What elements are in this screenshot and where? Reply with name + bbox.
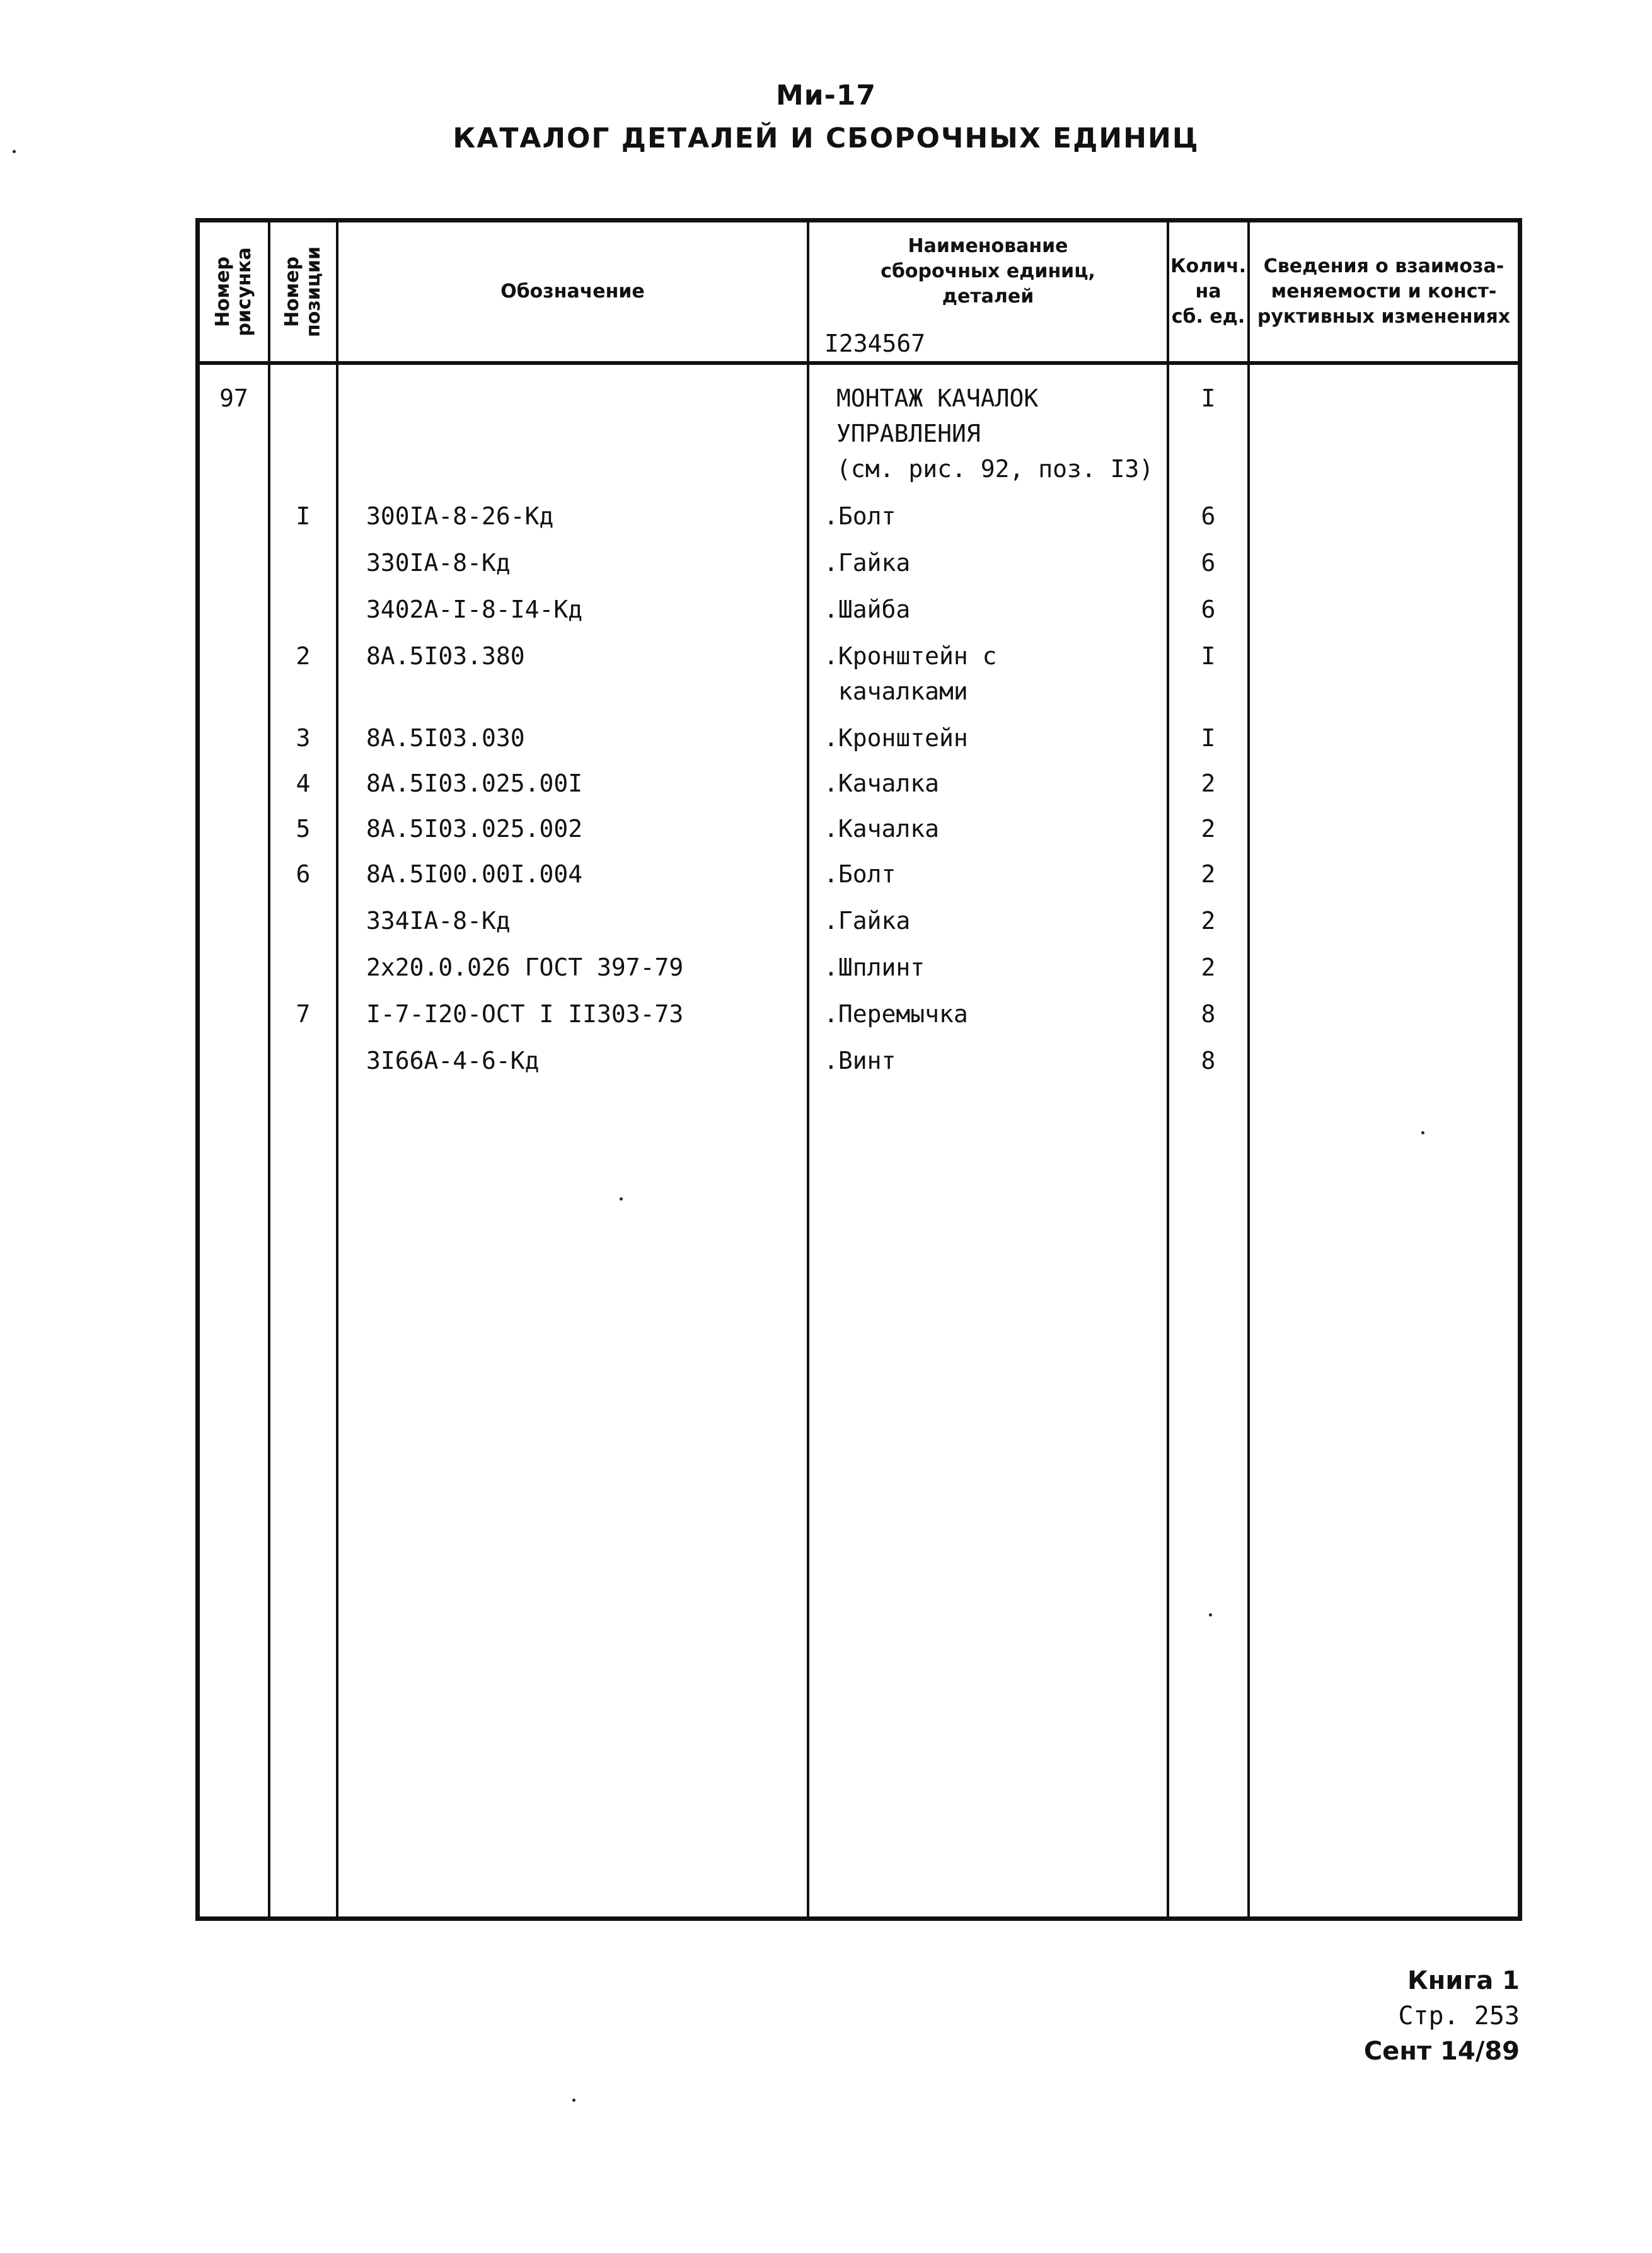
row-quantity: 2 bbox=[1201, 815, 1216, 843]
row-quantity: 2 bbox=[1201, 769, 1216, 797]
row-name: .Гайка bbox=[824, 907, 911, 935]
row-designation: 8A.5I03.025.00I bbox=[366, 769, 583, 797]
header-name-label: Наименование сборочных единиц, деталей bbox=[881, 235, 1095, 308]
row-name: .Шайба bbox=[824, 596, 911, 623]
header-position-number bbox=[270, 222, 336, 361]
row-position: I bbox=[296, 502, 311, 530]
column-divider bbox=[807, 222, 809, 1916]
row-name: .Качалка bbox=[824, 815, 940, 843]
row-designation: 334IA-8-Кд bbox=[366, 907, 511, 935]
header-quantity bbox=[1169, 222, 1247, 361]
row-quantity: 6 bbox=[1201, 596, 1216, 623]
row-quantity: 2 bbox=[1201, 907, 1216, 935]
row-position: 4 bbox=[296, 769, 311, 797]
footer-page: Стр. 253 bbox=[1398, 2002, 1520, 2031]
row-name: .Винт bbox=[824, 1047, 896, 1075]
row-figure: 97 bbox=[219, 384, 248, 412]
header-designation-label: Обозначение bbox=[500, 280, 645, 303]
row-name: .Перемычка bbox=[824, 1000, 968, 1028]
header-divider bbox=[200, 361, 1518, 365]
page-footer bbox=[1364, 1963, 1520, 2069]
row-quantity: 8 bbox=[1201, 1000, 1216, 1028]
document-subtitle: КАТАЛОГ ДЕТАЛЕЙ И СБОРОЧНЫХ ЕДИНИЦ bbox=[453, 122, 1199, 154]
header-name-code: I234567 bbox=[824, 330, 926, 357]
row-position: 6 bbox=[296, 860, 311, 888]
column-divider bbox=[336, 222, 338, 1916]
row-quantity: 6 bbox=[1201, 502, 1216, 530]
header-figure-number-label: Номер рисунка bbox=[212, 247, 255, 337]
scan-speck bbox=[13, 150, 16, 153]
row-designation: 3I66A-4-6-Кд bbox=[366, 1047, 540, 1075]
header-name bbox=[809, 222, 1167, 361]
header-notes-label: Сведения о взаимоза- меняемости и конст- руктивных изменениях bbox=[1257, 255, 1511, 328]
row-designation: 8A.5I03.030 bbox=[366, 724, 525, 752]
row-name: .Качалка bbox=[824, 769, 940, 797]
footer-book: Книга 1 bbox=[1407, 1966, 1520, 1995]
page-header bbox=[0, 76, 1652, 161]
row-quantity: 2 bbox=[1201, 954, 1216, 981]
row-designation: 330IA-8-Кд bbox=[366, 549, 511, 577]
row-quantity: I bbox=[1201, 724, 1216, 752]
header-position-number-label: Номер позиции bbox=[281, 246, 325, 338]
row-designation: 2x20.0.026 ГОСТ 397-79 bbox=[366, 954, 684, 981]
row-designation: 8A.5I03.380 bbox=[366, 642, 525, 670]
header-quantity-label: Колич. на сб. ед. bbox=[1170, 255, 1247, 328]
header-designation bbox=[338, 222, 807, 361]
parts-catalog-table bbox=[195, 218, 1522, 1921]
row-designation: 3402A-I-8-I4-Кд bbox=[366, 596, 583, 623]
row-quantity: 8 bbox=[1201, 1047, 1216, 1075]
row-name: .Болт bbox=[824, 860, 896, 888]
footer-date: Сент 14/89 bbox=[1363, 2037, 1520, 2066]
row-designation: 300IA-8-26-Кд bbox=[366, 502, 554, 530]
row-name: .Кронштейн с качалками bbox=[824, 642, 997, 705]
scan-speck bbox=[572, 2099, 575, 2102]
row-name: МОНТАЖ КАЧАЛОК УПРАВЛЕНИЯ (см. рис. 92, поз. I3) bbox=[836, 384, 1154, 483]
row-quantity: 2 bbox=[1201, 860, 1216, 888]
row-position: 5 bbox=[296, 815, 311, 843]
row-quantity: 6 bbox=[1201, 549, 1216, 577]
row-name: .Болт bbox=[824, 502, 896, 530]
row-position: 2 bbox=[296, 642, 311, 670]
header-figure-number bbox=[200, 222, 268, 361]
row-designation: 8A.5I03.025.002 bbox=[366, 815, 583, 843]
scan-speck bbox=[1209, 1613, 1212, 1616]
scan-speck bbox=[1421, 1131, 1424, 1134]
row-position: 3 bbox=[296, 724, 311, 752]
scan-speck bbox=[620, 1197, 623, 1201]
row-quantity: I bbox=[1201, 642, 1216, 670]
column-divider bbox=[1247, 222, 1250, 1916]
row-designation: 8A.5I00.00I.004 bbox=[366, 860, 583, 888]
document-title: Ми-17 bbox=[775, 79, 877, 112]
column-divider bbox=[268, 222, 270, 1916]
row-name: .Гайка bbox=[824, 549, 911, 577]
row-name: .Кронштейн bbox=[824, 724, 968, 752]
row-position: 7 bbox=[296, 1000, 311, 1028]
row-designation: I-7-I20-ОСТ I II303-73 bbox=[366, 1000, 684, 1028]
row-quantity: I bbox=[1201, 384, 1216, 412]
row-name: .Шплинт bbox=[824, 954, 925, 981]
header-notes bbox=[1250, 222, 1518, 361]
